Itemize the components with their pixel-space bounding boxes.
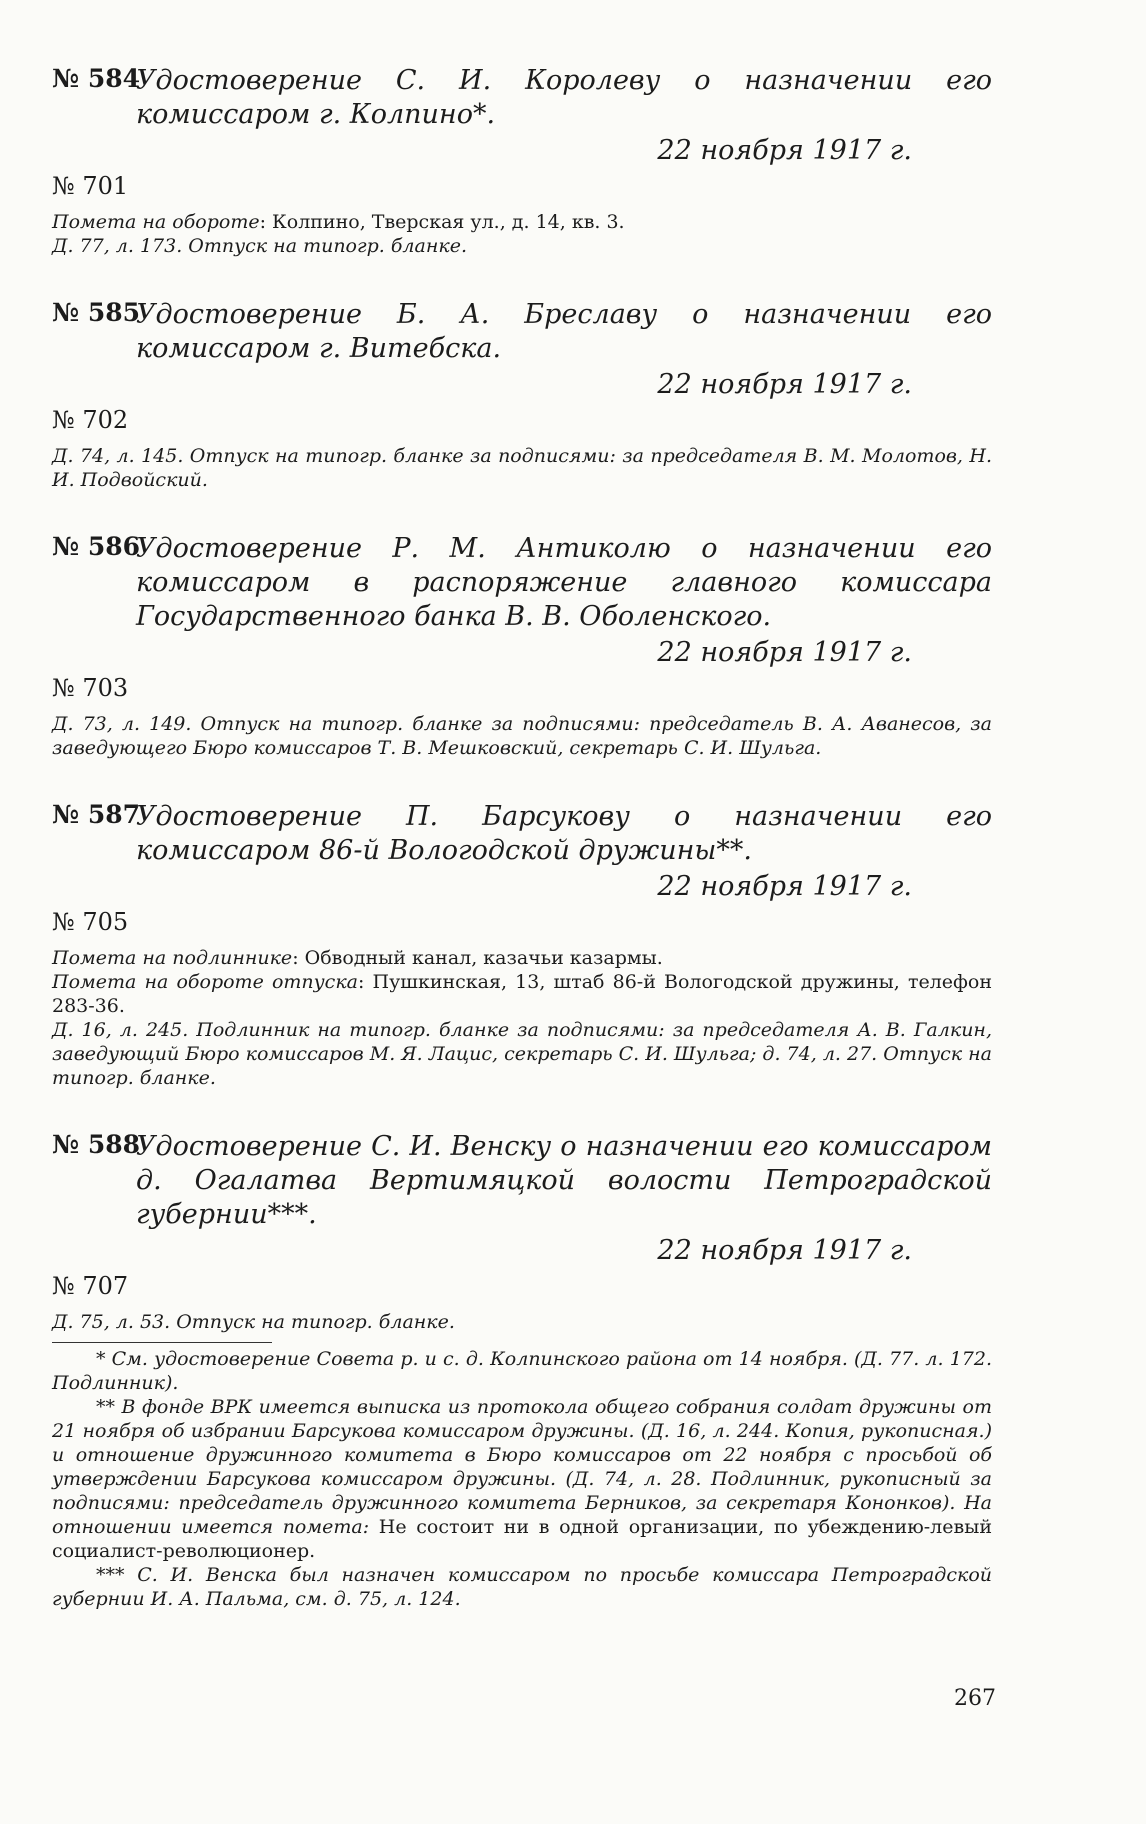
note-text: : Колпино, Тверская ул., д. 14, кв. 3. bbox=[259, 211, 625, 233]
note bbox=[52, 946, 992, 970]
document-title: Удостоверение С. И. Венску о назначении его комиссаром д. Огалатва Вертимяцкой волости Петроградской губернии***. bbox=[136, 1131, 992, 1230]
document-587 bbox=[52, 800, 992, 1090]
note-text: Д. 16, л. 245. Подлинник на типогр. бланке за подписями: за председателя А. В. Галкин, заведующий Бюро комиссаров М. Я. Лацис, секретарь С. И. Шульга; д. 74, л. 27. Отпуск на типогр. бланке. bbox=[52, 1019, 992, 1089]
note-text: : Пушкинская, 13, штаб 86-й Вологодской дружины, телефон 283-36. bbox=[52, 971, 992, 1017]
note bbox=[52, 210, 992, 234]
note-label: Помета на обороте отпуска bbox=[52, 971, 358, 993]
note bbox=[52, 234, 992, 258]
document-date: 22 ноября 1917 г. bbox=[657, 637, 912, 668]
note bbox=[52, 444, 992, 492]
document-number: № 587 bbox=[52, 800, 141, 829]
document-title: Удостоверение Б. А. Бреславу о назначении его комиссаром г. Витебска. bbox=[136, 299, 992, 364]
footnote-text: * См. удостоверение Совета р. и с. д. Колпинского района от 14 ноября. (Д. 77. л. 172. Подлинник). bbox=[52, 1348, 992, 1394]
document-number: № 586 bbox=[52, 532, 141, 561]
document-number: № 585 bbox=[52, 298, 141, 327]
archive-number: № 702 bbox=[52, 406, 129, 434]
archive-number: № 701 bbox=[52, 172, 129, 200]
document-number: № 584 bbox=[52, 64, 141, 93]
note-label: Помета на подлиннике bbox=[52, 947, 293, 969]
document-date: 22 ноября 1917 г. bbox=[657, 135, 912, 166]
footnote bbox=[52, 1563, 992, 1611]
document-date: 22 ноября 1917 г. bbox=[657, 369, 912, 400]
footnote-plain-text: Не состоит ни в одной организации, по убеждению-левый социалист-революционер. bbox=[52, 1516, 992, 1562]
document-588 bbox=[52, 1130, 992, 1334]
footnote-text: *** С. И. Венска был назначен комиссаром по просьбе комиссара Петроградской губернии И. А. Пальма, см. д. 75, л. 124. bbox=[52, 1564, 992, 1610]
document-title: Удостоверение Р. М. Антиколю о назначении его комиссаром в распоряжение главного комиссара Государственного банка В. В. Оболенского. bbox=[136, 533, 992, 632]
document-title: Удостоверение П. Барсукову о назначении его комиссаром 86-й Вологодской дружины**. bbox=[136, 801, 992, 866]
note bbox=[52, 1018, 992, 1090]
note-text: Д. 77, л. 173. Отпуск на типогр. бланке. bbox=[52, 235, 468, 257]
page bbox=[52, 64, 992, 1611]
footnote-text: ** В фонде ВРК имеется выписка из протокола общего собрания солдат дружины от 21 ноября об избрании Барсукова комиссаром дружины. (Д. 16, л. 244. Копия, рукописная.) и отношение дружинного комитета в Бюро комиссаров от 22 ноября с просьбой об утверждении Барсукова комиссаром дружины. (Д. 74, л. 28. Подлинник, рукописный за подписями: председатель дружинного комитета Берников, за секретаря Кононков). На отношении имеется помета: bbox=[52, 1396, 992, 1538]
note-text: : Обводный канал, казачьи казармы. bbox=[292, 947, 663, 969]
document-585 bbox=[52, 298, 992, 492]
archive-number: № 707 bbox=[52, 1272, 129, 1300]
note-text: Д. 75, л. 53. Отпуск на типогр. бланке. bbox=[52, 1311, 455, 1333]
document-date: 22 ноября 1917 г. bbox=[657, 1235, 912, 1266]
note-label: Помета на обороте bbox=[52, 211, 260, 233]
document-number: № 588 bbox=[52, 1130, 141, 1159]
document-date: 22 ноября 1917 г. bbox=[657, 871, 912, 902]
note-text: Д. 73, л. 149. Отпуск на типогр. бланке за подписями: председатель В. А. Аванесов, за заведующего Бюро комиссаров Т. В. Мешковский, секретарь С. И. Шульга. bbox=[52, 713, 992, 759]
document-586 bbox=[52, 532, 992, 760]
footnote bbox=[52, 1395, 992, 1563]
note-text: Д. 74, л. 145. Отпуск на типогр. бланке за подписями: за председателя В. М. Молотов, Н. И. Подвойский. bbox=[52, 445, 992, 491]
archive-number: № 703 bbox=[52, 674, 129, 702]
document-584 bbox=[52, 64, 992, 258]
footnote bbox=[52, 1347, 992, 1395]
note bbox=[52, 970, 992, 1018]
archive-number: № 705 bbox=[52, 908, 129, 936]
page-number: 267 bbox=[954, 1686, 996, 1711]
note bbox=[52, 1310, 992, 1334]
document-title: Удостоверение С. И. Королеву о назначении его комиссаром г. Колпино*. bbox=[136, 65, 992, 130]
note bbox=[52, 712, 992, 760]
